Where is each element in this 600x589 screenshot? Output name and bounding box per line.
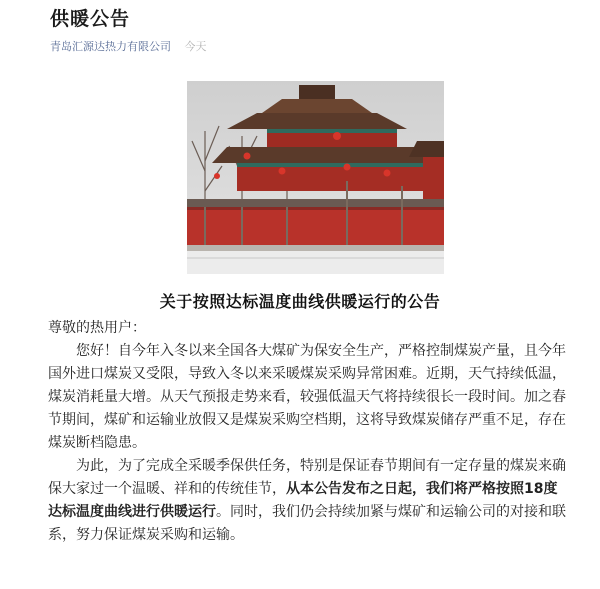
notice-greeting: 尊敬的热用户： <box>48 320 146 336</box>
notice-heading: 关于按照达标温度曲线供暖运行的公告 <box>159 292 441 311</box>
publisher-link[interactable]: 青岛汇源达热力有限公司 <box>50 40 171 53</box>
paragraph-2-bold-text: 从本公告发布之日起，我们将严格按照18度达标温度曲线进行供暖运行 <box>48 481 558 520</box>
publish-time: 今天 <box>184 40 207 53</box>
article-meta <box>50 38 207 54</box>
paragraph-2-text: 为此，为了完成全采暖季保供任务，特别是保证春节期间有一定存量的煤炭来确保大家过一个温暖、祥和的传统佳节， <box>48 458 566 497</box>
notice-paragraph-2 <box>48 455 568 547</box>
temple-photo <box>187 81 444 274</box>
notice-paragraph-1: 您好！自今年入冬以来全国各大煤矿为保安全生产，严格控制煤炭产量，且今年国外进口煤炭又受限，导致入冬以来采暖煤炭采购异常困难。近期，天气持续低温，煤炭消耗量大增。从天气预报走势来看，较强低温天气将持续很长一段时间。加之春节期间，煤矿和运输业放假又是煤炭采购空档期，这将导致煤炭储存严重不足，存在煤炭断档隐患。 <box>48 343 566 451</box>
article-title: 供暖公告 <box>50 8 131 30</box>
notice-body <box>48 317 568 547</box>
paragraph-2-text-end: 。同时，我们仍会持续加紧与煤矿和运输公司的对接和联系，努力保证煤炭采购和运输。 <box>48 504 566 543</box>
